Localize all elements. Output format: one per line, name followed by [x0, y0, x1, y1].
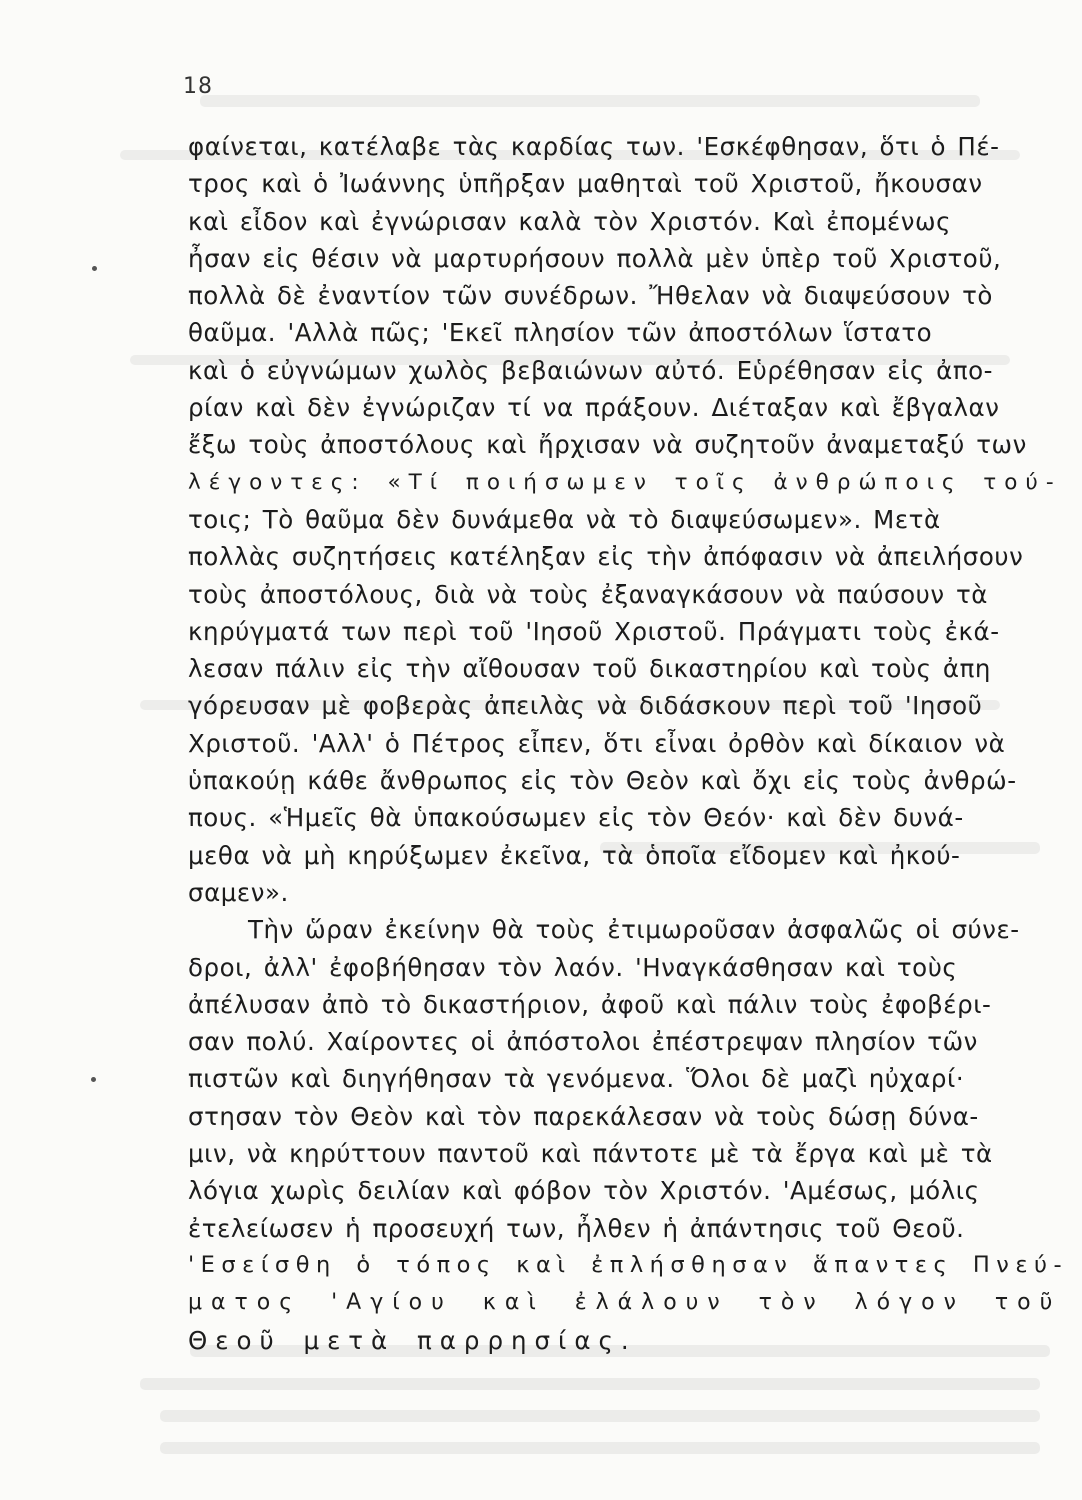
text-line-emphasis: ματος 'Αγίου καὶ ἐλάλουν τὸν λόγον τοῦ [188, 1290, 1062, 1316]
text-line: μεθα νὰ μὴ κηρύξωμεν ἐκεῖνα, τὰ ὁποῖα εἴδομεν καὶ ἠκού- [188, 840, 961, 870]
text-line: μιν, νὰ κηρύττουν παντοῦ καὶ πάντοτε μὲ τὰ ἔργα καὶ μὲ τὰ [188, 1139, 993, 1169]
text-line: πολλὰ δὲ ἐναντίον τῶν συνέδρων. Ἤθελαν νὰ διαψεύσουν τὸ [188, 281, 993, 311]
page-number: 18 [183, 74, 213, 99]
text-line: ἀπέλυσαν ἀπὸ τὸ δικαστήριον, ἀφοῦ καὶ πάλιν τοὺς ἐφοβέρι- [188, 989, 992, 1019]
paper-speck [92, 266, 97, 271]
text-line: πους. «Ἡμεῖς θὰ ὑπακούσωμεν εἰς τὸν Θεόν· καὶ δὲν δυνά- [188, 803, 964, 833]
text-line: τοις; Τὸ θαῦμα δὲν δυνάμεθα νὰ τὸ διαψεύσωμεν». Μετὰ [188, 504, 941, 534]
text-line: ἔξω τοὺς ἀποστόλους καὶ ἤρχισαν νὰ συζητοῦν ἀναμεταξύ των [188, 430, 1027, 460]
paper-speck [91, 1077, 96, 1082]
text-line: γόρευσαν μὲ φοβερὰς ἀπειλὰς νὰ διδάσκουν περὶ τοῦ 'Ιησοῦ [188, 691, 983, 721]
text-line: Χριστοῦ. 'Αλλ' ὁ Πέτρος εἶπεν, ὅτι εἶναι ὀρθὸν καὶ δίκαιον νὰ [188, 728, 1006, 758]
text-line-emphasis: Θεοῦ μετὰ παρρησίας. [188, 1325, 637, 1355]
text-line-paragraph-start: Τὴν ὥραν ἐκείνην θὰ τοὺς ἐτιμωροῦσαν ἀσφαλῶς οἱ σύνε- [248, 915, 1020, 945]
text-line: τρος καὶ ὁ Ἰωάννης ὑπῆρξαν μαθηταὶ τοῦ Χριστοῦ, ἤκουσαν [188, 169, 983, 199]
text-line: τοὺς ἀποστόλους, διὰ νὰ τοὺς ἐξαναγκάσουν νὰ παύσουν τὰ [188, 579, 988, 609]
text-line: κηρύγματά των περὶ τοῦ 'Ιησοῦ Χριστοῦ. Πράγματι τοὺς ἐκά- [188, 616, 1000, 646]
body-text [188, 128, 1068, 1359]
text-line: ἐτελείωσεν ἡ προσευχή των, ἦλθεν ἡ ἀπάντησις τοῦ Θεοῦ. [188, 1213, 965, 1243]
text-line: σαμεν». [188, 877, 289, 907]
text-line-quote: λέγοντες: «Τί ποιήσωμεν τοῖς ἀνθρώποις τού- [188, 469, 1062, 495]
text-line: δροι, ἀλλ' ἐφοβήθησαν τὸν λαόν. 'Ηναγκάσθησαν καὶ τοὺς [188, 952, 958, 982]
text-line: ἦσαν εἰς θέσιν νὰ μαρτυρήσουν πολλὰ μὲν ὑπὲρ τοῦ Χριστοῦ, [188, 243, 1002, 273]
text-line: θαῦμα. 'Αλλὰ πῶς; 'Εκεῖ πλησίον τῶν ἀποστόλων ἵστατο [188, 318, 933, 348]
text-line: στησαν τὸν Θεὸν καὶ τὸν παρεκάλεσαν νὰ τοὺς δώσῃ δύνα- [188, 1101, 979, 1131]
text-line: λόγια χωρὶς δειλίαν καὶ φόβον τὸν Χριστόν. 'Αμέσως, μόλις [188, 1176, 980, 1206]
text-line: καὶ ὁ εὐγνώμων χωλὸς βεβαιώνων αὐτό. Εὑρέθησαν εἰς ἀπο- [188, 355, 994, 385]
text-line-emphasis: 'Εσείσθη ὁ τόπος καὶ ἐπλήσθησαν ἅπαντες Πνεύ- [188, 1251, 1069, 1278]
text-line: φαίνεται, κατέλαβε τὰς καρδίας των. 'Εσκέφθησαν, ὅτι ὁ Πέ- [188, 132, 1000, 161]
text-line: ρίαν καὶ δὲν ἐγνώριζαν τί να πράξουν. Διέταξαν καὶ ἔβγαλαν [188, 393, 1000, 423]
text-line: καὶ εἶδον καὶ ἐγνώρισαν καλὰ τὸν Χριστόν. Καὶ ἐπομένως [188, 206, 952, 236]
text-line: ὑπακούῃ κάθε ἄνθρωπος εἰς τὸν Θεὸν καὶ ὄχι εἰς τοὺς ἀνθρώ- [188, 766, 1017, 796]
text-line: λεσαν πάλιν εἰς τὴν αἴθουσαν τοῦ δικαστηρίου καὶ τοὺς ἀπη [188, 654, 991, 684]
text-line: πιστῶν καὶ διηγήθησαν τὰ γενόμενα. Ὅλοι δὲ μαζὶ ηὐχαρί· [188, 1064, 965, 1094]
text-line: σαν πολύ. Χαίροντες οἱ ἀπόστολοι ἐπέστρεψαν πλησίον τῶν [188, 1027, 978, 1057]
text-line: πολλὰς συζητήσεις κατέληξαν εἰς τὴν ἀπόφασιν νὰ ἀπειλήσουν [188, 542, 1024, 572]
